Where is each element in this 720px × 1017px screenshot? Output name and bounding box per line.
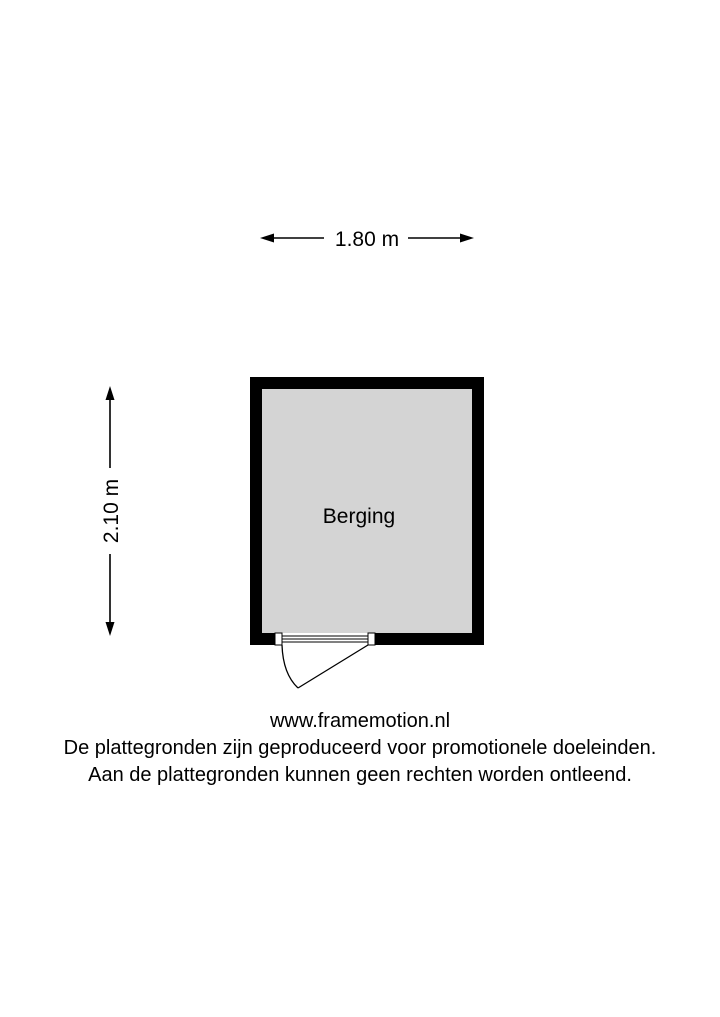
width-dimension-label: 1.80 m	[334, 228, 400, 251]
height-dimension	[100, 386, 123, 636]
door-jamb-right	[368, 633, 375, 645]
footer-disclaimer-line-2: Aan de plattegronden kunnen geen rechten worden ontleend.	[88, 764, 632, 786]
room-label: Berging	[322, 505, 396, 528]
width-dimension	[260, 228, 474, 251]
door-swing-arc	[282, 645, 298, 688]
height-dimension-arrow-top	[106, 386, 115, 400]
width-dimension-arrow-left	[260, 234, 274, 243]
footer-website: www.framemotion.nl	[269, 710, 451, 732]
door-jamb-left	[275, 633, 282, 645]
height-dimension-label: 2.10 m	[100, 478, 123, 544]
room-berging	[250, 377, 484, 688]
footer-disclaimer-line-1: De plattegronden zijn geproduceerd voor promotionele doeleinden.	[63, 737, 657, 759]
width-dimension-arrow-right	[460, 234, 474, 243]
height-dimension-arrow-bottom	[106, 622, 115, 636]
door-leaf	[298, 645, 368, 688]
